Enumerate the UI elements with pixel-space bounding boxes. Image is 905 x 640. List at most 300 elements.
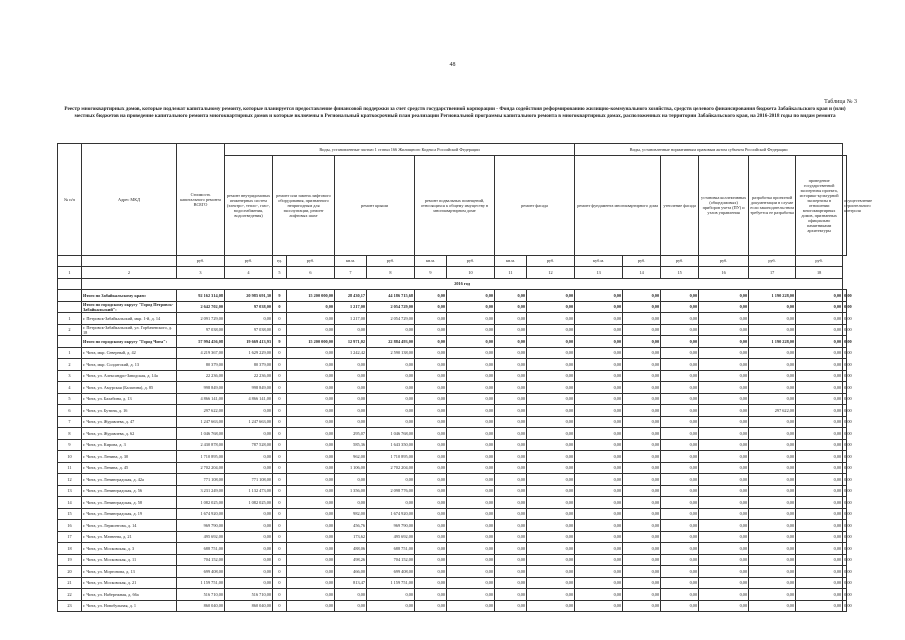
row-value: 0,00 bbox=[495, 462, 527, 474]
row-value: 0,00 bbox=[623, 543, 661, 555]
row-number: 8 bbox=[58, 428, 82, 440]
row-value: 0,00 bbox=[699, 451, 749, 463]
row-number: 1 bbox=[58, 313, 82, 325]
row-value: 0,00 bbox=[415, 416, 447, 428]
row-value: 0,00 bbox=[623, 600, 661, 612]
row-value: 0,00 bbox=[335, 393, 367, 405]
row-value: 0,00 bbox=[447, 428, 495, 440]
row-value: 0,00 bbox=[843, 589, 847, 601]
row-value: 1 106,00 bbox=[335, 462, 367, 474]
row-value: 0,00 bbox=[287, 600, 335, 612]
row-value: 962,00 bbox=[335, 451, 367, 463]
row-value: 0,00 bbox=[699, 439, 749, 451]
row-value: 0,00 bbox=[415, 566, 447, 578]
row-value: 0,00 bbox=[575, 543, 623, 555]
row-address: г. Чита, ул. Ленинградская, д. 42а bbox=[82, 474, 177, 486]
row-value: 0,00 bbox=[225, 462, 273, 474]
row-value: 0,00 bbox=[623, 589, 661, 601]
row-value: 19 669 413,93 bbox=[225, 336, 273, 348]
row-value: 0,00 bbox=[623, 474, 661, 486]
row-value: 0,00 bbox=[843, 393, 847, 405]
row-value: 0,00 bbox=[661, 359, 699, 371]
row-value: 0,00 bbox=[415, 600, 447, 612]
row-value: 1 674 920,00 bbox=[367, 508, 415, 520]
row-value: 295,07 bbox=[335, 428, 367, 440]
row-value: 0,00 bbox=[699, 577, 749, 589]
row-value: 0,00 bbox=[843, 301, 847, 313]
row-value: 0,00 bbox=[415, 474, 447, 486]
row-value: 0,00 bbox=[796, 301, 843, 313]
row-value: 1 046 768,00 bbox=[367, 428, 415, 440]
row-value: 0,00 bbox=[367, 359, 415, 371]
row-value: 0,00 bbox=[447, 566, 495, 578]
row-number: 20 bbox=[58, 566, 82, 578]
row-value: 1 159 751,00 bbox=[367, 577, 415, 589]
row-value: 0,00 bbox=[335, 600, 367, 612]
row-value: 0,00 bbox=[415, 462, 447, 474]
row-value: 0 bbox=[273, 566, 287, 578]
row-value: 0,00 bbox=[749, 428, 796, 440]
row-value: 0,00 bbox=[225, 508, 273, 520]
row-value: 0,00 bbox=[623, 347, 661, 359]
header-cost: Стоимость капитального ремонта ВСЕГО bbox=[177, 144, 225, 256]
row-value: 0,00 bbox=[287, 485, 335, 497]
row-value: 0,00 bbox=[415, 497, 447, 509]
table-row bbox=[58, 474, 847, 486]
row-value: 0,00 bbox=[699, 313, 749, 325]
row-value: 0,00 bbox=[447, 290, 495, 302]
row-value: 0,00 bbox=[495, 405, 527, 417]
row-value: 0,00 bbox=[749, 462, 796, 474]
row-value: 0,00 bbox=[796, 462, 843, 474]
row-value: 0,00 bbox=[447, 462, 495, 474]
row-address: г. Чита, ул. Кирова, д. 3 bbox=[82, 439, 177, 451]
row-value: 1 190 228,00 bbox=[749, 336, 796, 348]
row-value: 0,00 bbox=[796, 313, 843, 325]
row-value: 969 790,00 bbox=[367, 520, 415, 532]
row-value: 0,00 bbox=[623, 451, 661, 463]
row-address: г. Чита, ул. Набережная, д. 66а bbox=[82, 589, 177, 601]
row-value: 0,00 bbox=[796, 589, 843, 601]
row-value: 0,00 bbox=[661, 474, 699, 486]
row-value: 0,00 bbox=[575, 347, 623, 359]
row-value: 0,00 bbox=[661, 577, 699, 589]
row-address: г. Чита, ул. Московская, д. 3 bbox=[82, 543, 177, 555]
row-value: 0,00 bbox=[225, 428, 273, 440]
row-value: 0,00 bbox=[415, 336, 447, 348]
row-value: 0,00 bbox=[495, 531, 527, 543]
row-value: 495 692,00 bbox=[367, 531, 415, 543]
row-value: 0,00 bbox=[749, 566, 796, 578]
row-value: 0,00 bbox=[749, 531, 796, 543]
row-value: 982,00 bbox=[335, 508, 367, 520]
row-value: 0,00 bbox=[415, 531, 447, 543]
row-value: 0,00 bbox=[661, 508, 699, 520]
row-value: 0,00 bbox=[527, 370, 575, 382]
row-value: 495 692,00 bbox=[177, 531, 225, 543]
row-value: 0,00 bbox=[367, 405, 415, 417]
row-value: 0,00 bbox=[287, 508, 335, 520]
row-value: 2 054 729,00 bbox=[367, 301, 415, 313]
row-value: 0,00 bbox=[699, 589, 749, 601]
row-value: 0,00 bbox=[749, 577, 796, 589]
row-value: 0,00 bbox=[661, 416, 699, 428]
row-value: 699 408,00 bbox=[367, 566, 415, 578]
row-value: 1 674 920,00 bbox=[177, 508, 225, 520]
row-address: Итого по городскому округу "Город Чита": bbox=[82, 336, 177, 348]
row-value: 0,00 bbox=[415, 485, 447, 497]
row-value: 4 866 141,00 bbox=[225, 393, 273, 405]
row-value: 0,00 bbox=[575, 566, 623, 578]
row-value: 0,00 bbox=[225, 313, 273, 325]
row-value: 0,00 bbox=[749, 382, 796, 394]
row-value: 22 236,00 bbox=[177, 370, 225, 382]
row-value: 0,00 bbox=[527, 520, 575, 532]
row-value: 20 985 691,30 bbox=[225, 290, 273, 302]
row-value: 0 bbox=[273, 577, 287, 589]
row-value: 0,00 bbox=[527, 531, 575, 543]
row-value: 0,00 bbox=[623, 370, 661, 382]
row-value: 0,00 bbox=[661, 370, 699, 382]
row-value: 0,00 bbox=[699, 497, 749, 509]
row-value: 0,00 bbox=[287, 589, 335, 601]
row-value: 0,00 bbox=[623, 324, 661, 336]
row-value: 0,00 bbox=[796, 577, 843, 589]
row-value: 0,00 bbox=[527, 336, 575, 348]
row-value: 0,00 bbox=[796, 370, 843, 382]
row-value: 0,00 bbox=[623, 359, 661, 371]
year-row bbox=[58, 278, 847, 290]
row-value: 0,00 bbox=[335, 416, 367, 428]
row-value: 0,00 bbox=[447, 600, 495, 612]
row-value: 0,00 bbox=[661, 428, 699, 440]
row-value: 699 408,00 bbox=[177, 566, 225, 578]
row-number: 2 bbox=[58, 324, 82, 336]
row-address: Итого по Забайкальскому краю: bbox=[82, 290, 177, 302]
row-value: 0,00 bbox=[623, 393, 661, 405]
row-value: 0 bbox=[273, 405, 287, 417]
row-value: 0 bbox=[273, 416, 287, 428]
table-row bbox=[58, 347, 847, 359]
row-value: 0,00 bbox=[527, 416, 575, 428]
row-value: 0,00 bbox=[287, 451, 335, 463]
row-value: 0,00 bbox=[415, 577, 447, 589]
row-value: 0,00 bbox=[225, 554, 273, 566]
row-value: 0,00 bbox=[623, 301, 661, 313]
row-number: 14 bbox=[58, 497, 82, 509]
row-value: 0,00 bbox=[447, 485, 495, 497]
row-value: 0,00 bbox=[495, 589, 527, 601]
row-value: 0,00 bbox=[699, 566, 749, 578]
table-row bbox=[58, 577, 847, 589]
header-foundation: ремонт фундамента многоквартирного дома bbox=[575, 155, 661, 255]
row-value: 0,00 bbox=[796, 336, 843, 348]
row-value: 0,00 bbox=[287, 566, 335, 578]
row-value: 456,76 bbox=[335, 520, 367, 532]
row-value: 0,00 bbox=[843, 313, 847, 325]
row-value: 0,00 bbox=[749, 313, 796, 325]
row-value: 0,00 bbox=[623, 566, 661, 578]
row-value: 0,00 bbox=[415, 370, 447, 382]
row-value: 0,00 bbox=[661, 531, 699, 543]
row-value: 0,00 bbox=[843, 439, 847, 451]
row-value: 0,00 bbox=[699, 290, 749, 302]
row-value: 0,00 bbox=[699, 324, 749, 336]
row-value: 0,00 bbox=[527, 393, 575, 405]
row-value: 1 082 025,00 bbox=[225, 497, 273, 509]
row-value: 0,00 bbox=[843, 462, 847, 474]
row-number: 5 bbox=[58, 393, 82, 405]
row-value: 0,00 bbox=[623, 428, 661, 440]
row-value: 0,00 bbox=[749, 439, 796, 451]
row-value: 0,00 bbox=[796, 382, 843, 394]
row-value: 0,00 bbox=[447, 313, 495, 325]
row-value: 0,00 bbox=[575, 439, 623, 451]
row-value: 0,00 bbox=[527, 405, 575, 417]
row-number: 11 bbox=[58, 462, 82, 474]
row-value: 4 866 141,00 bbox=[177, 393, 225, 405]
row-value: 0,00 bbox=[495, 313, 527, 325]
table-row bbox=[58, 416, 847, 428]
row-value: 0,00 bbox=[287, 359, 335, 371]
row-value: 44 186 715,68 bbox=[367, 290, 415, 302]
column-numbers-row: 1 2 3 4 5 6 7 8 9 10 11 12 13 14 15 16 17 18 bbox=[58, 267, 847, 279]
row-value: 0,00 bbox=[335, 497, 367, 509]
row-value: 0,00 bbox=[843, 347, 847, 359]
row-value: 0,00 bbox=[335, 474, 367, 486]
row-value: 22 884 493,00 bbox=[367, 336, 415, 348]
row-value: 0,00 bbox=[415, 543, 447, 555]
table-row bbox=[58, 485, 847, 497]
row-value: 0,00 bbox=[699, 474, 749, 486]
row-value: 97 038,00 bbox=[225, 301, 273, 313]
row-value: 0,00 bbox=[225, 405, 273, 417]
row-value: 22 236,00 bbox=[225, 370, 273, 382]
row-number: 4 bbox=[58, 382, 82, 394]
row-value: 0,00 bbox=[623, 462, 661, 474]
row-address: г. Чита, ул. Лермонтова, д. 14 bbox=[82, 520, 177, 532]
row-value: 0,00 bbox=[661, 382, 699, 394]
header-insulation: утепление фасада bbox=[661, 155, 699, 255]
row-value: 0,00 bbox=[661, 313, 699, 325]
row-value: 0,00 bbox=[661, 485, 699, 497]
row-value: 0,00 bbox=[796, 428, 843, 440]
table-row bbox=[58, 508, 847, 520]
row-value: 0,00 bbox=[527, 290, 575, 302]
row-value: 0,00 bbox=[749, 301, 796, 313]
row-value: 0,00 bbox=[415, 301, 447, 313]
row-value: 0,00 bbox=[447, 301, 495, 313]
table-row bbox=[58, 382, 847, 394]
table-row bbox=[58, 531, 847, 543]
row-value: 0,00 bbox=[699, 485, 749, 497]
row-value: 0,00 bbox=[843, 543, 847, 555]
table-row bbox=[58, 600, 847, 612]
row-number: 15 bbox=[58, 508, 82, 520]
row-value: 0,00 bbox=[415, 439, 447, 451]
row-value: 15 200 000,00 bbox=[287, 290, 335, 302]
row-address: г. Чита, ул. Амурская (Балагина), д. 85 bbox=[82, 382, 177, 394]
row-value: 1 217,00 bbox=[335, 313, 367, 325]
row-value: 97 038,00 bbox=[177, 324, 225, 336]
row-value: 2 098 776,00 bbox=[367, 485, 415, 497]
row-address: г. Чита, ул. Новобульная, д. 1 bbox=[82, 600, 177, 612]
header-systems: ремонт внутридомовых инженерных систем (электро-, тепло-, газо-, водоснабжения, водоотведения) bbox=[225, 155, 273, 255]
row-value: 0,00 bbox=[699, 301, 749, 313]
row-number: 7 bbox=[58, 416, 82, 428]
row-value: 0,00 bbox=[623, 382, 661, 394]
row-number: 17 bbox=[58, 531, 82, 543]
row-value: 0,00 bbox=[287, 577, 335, 589]
header-roof: ремонт крыши bbox=[335, 155, 415, 255]
row-value: 0,00 bbox=[575, 290, 623, 302]
row-value: 0,00 bbox=[749, 589, 796, 601]
table-row bbox=[58, 497, 847, 509]
row-value: 0,00 bbox=[699, 554, 749, 566]
row-value: 0,00 bbox=[843, 405, 847, 417]
row-value: 0,00 bbox=[287, 301, 335, 313]
row-value: 0,00 bbox=[623, 336, 661, 348]
row-value: 0 bbox=[273, 508, 287, 520]
row-value: 0,00 bbox=[843, 290, 847, 302]
row-value: 1 629 229,00 bbox=[225, 347, 273, 359]
row-value: 0 bbox=[273, 393, 287, 405]
table-row bbox=[58, 405, 847, 417]
row-value: 0,00 bbox=[575, 405, 623, 417]
row-value: 0,00 bbox=[843, 428, 847, 440]
row-value: 0,00 bbox=[447, 520, 495, 532]
row-value: 787 528,00 bbox=[225, 439, 273, 451]
row-value: 0,00 bbox=[495, 600, 527, 612]
row-value: 0,00 bbox=[749, 600, 796, 612]
row-value: 173,62 bbox=[335, 531, 367, 543]
row-value: 0,00 bbox=[495, 451, 527, 463]
row-value: 0,00 bbox=[575, 520, 623, 532]
row-value: 0,00 bbox=[661, 439, 699, 451]
row-value: 0,00 bbox=[749, 497, 796, 509]
row-number: 10 bbox=[58, 451, 82, 463]
row-value: 97 038,00 bbox=[225, 324, 273, 336]
header-facade: ремонт фасада bbox=[495, 155, 575, 255]
row-value: 0,00 bbox=[415, 405, 447, 417]
row-value: 0,00 bbox=[661, 462, 699, 474]
row-value: 0,00 bbox=[661, 324, 699, 336]
row-value: 0,00 bbox=[623, 290, 661, 302]
row-value: 0,00 bbox=[495, 416, 527, 428]
row-value: 0,00 bbox=[623, 405, 661, 417]
row-value: 0,00 bbox=[447, 370, 495, 382]
row-value: 0,00 bbox=[447, 359, 495, 371]
header-expertise: проведение государственной экспертизы проекта, историко-культурной экспертизы в отношении многоквартирных домов, признанных официально памятниками архитектуры bbox=[796, 155, 843, 255]
row-value: 0,00 bbox=[335, 589, 367, 601]
row-value: 0,00 bbox=[575, 554, 623, 566]
row-value: 0,00 bbox=[575, 324, 623, 336]
row-value: 0,00 bbox=[796, 451, 843, 463]
row-value: 1 643 350,00 bbox=[367, 439, 415, 451]
row-value: 297 622,00 bbox=[177, 405, 225, 417]
row-value: 0,00 bbox=[699, 393, 749, 405]
row-value: 0,00 bbox=[447, 531, 495, 543]
row-value: 0,00 bbox=[749, 543, 796, 555]
row-value: 0,00 bbox=[749, 485, 796, 497]
row-value: 0 bbox=[273, 474, 287, 486]
row-value: 0,00 bbox=[415, 347, 447, 359]
row-value: 0,00 bbox=[575, 382, 623, 394]
row-value: 0 bbox=[273, 347, 287, 359]
row-value: 0,00 bbox=[623, 497, 661, 509]
year-label: 2016 год bbox=[82, 278, 843, 290]
row-value: 0,00 bbox=[575, 416, 623, 428]
row-value: 0,00 bbox=[447, 393, 495, 405]
row-value: 0,00 bbox=[699, 405, 749, 417]
row-value: 0,00 bbox=[287, 543, 335, 555]
row-value: 0,00 bbox=[527, 543, 575, 555]
row-value: 0,00 bbox=[447, 439, 495, 451]
row-value: 2 702 204,00 bbox=[177, 462, 225, 474]
row-value: 0,00 bbox=[699, 428, 749, 440]
page-number: 48 bbox=[449, 62, 456, 68]
row-value: 0,00 bbox=[623, 485, 661, 497]
row-value: 0 bbox=[273, 359, 287, 371]
row-value: 0,00 bbox=[699, 416, 749, 428]
row-value: 0,00 bbox=[843, 324, 847, 336]
row-number: 1 bbox=[58, 347, 82, 359]
row-value: 0,00 bbox=[623, 554, 661, 566]
row-value: 0,00 bbox=[415, 324, 447, 336]
row-value: 0,00 bbox=[447, 405, 495, 417]
row-value: 0,00 bbox=[495, 290, 527, 302]
row-value: 0,00 bbox=[367, 600, 415, 612]
row-value: 0,00 bbox=[527, 439, 575, 451]
row-value: 0,00 bbox=[796, 554, 843, 566]
row-value: 0,00 bbox=[287, 405, 335, 417]
row-address: г. Чита, ул. Мортонова, д. 13 bbox=[82, 566, 177, 578]
row-value: 0,00 bbox=[447, 416, 495, 428]
row-value: 0,00 bbox=[575, 577, 623, 589]
row-value: 0,00 bbox=[843, 485, 847, 497]
row-value: 0,00 bbox=[699, 462, 749, 474]
row-value: 0,00 bbox=[527, 301, 575, 313]
row-value: 0,00 bbox=[796, 543, 843, 555]
row-value: 0 bbox=[273, 382, 287, 394]
row-value: 1 159 751,00 bbox=[177, 577, 225, 589]
row-value: 0,00 bbox=[367, 497, 415, 509]
row-value: 0,00 bbox=[415, 359, 447, 371]
row-value: 0 bbox=[273, 462, 287, 474]
row-value: 0,00 bbox=[843, 382, 847, 394]
row-value: 0,00 bbox=[287, 324, 335, 336]
row-value: 0,00 bbox=[699, 531, 749, 543]
row-value: 0,00 bbox=[527, 577, 575, 589]
table-subtotal-row bbox=[58, 336, 847, 348]
row-value: 0,00 bbox=[527, 508, 575, 520]
table-row bbox=[58, 370, 847, 382]
row-value: 0,00 bbox=[575, 313, 623, 325]
row-value: 0 bbox=[273, 428, 287, 440]
row-value: 0,00 bbox=[367, 393, 415, 405]
row-value: 2 054 729,00 bbox=[367, 313, 415, 325]
row-value: 0,00 bbox=[527, 589, 575, 601]
table-row bbox=[58, 393, 847, 405]
row-value: 0,00 bbox=[661, 554, 699, 566]
row-value: 2 091 729,00 bbox=[177, 313, 225, 325]
row-value: 813,47 bbox=[335, 577, 367, 589]
row-value: 15 200 000,00 bbox=[287, 336, 335, 348]
row-number bbox=[58, 290, 82, 302]
row-value: 0,00 bbox=[495, 301, 527, 313]
row-value: 0,00 bbox=[447, 589, 495, 601]
row-value: 0,00 bbox=[495, 543, 527, 555]
